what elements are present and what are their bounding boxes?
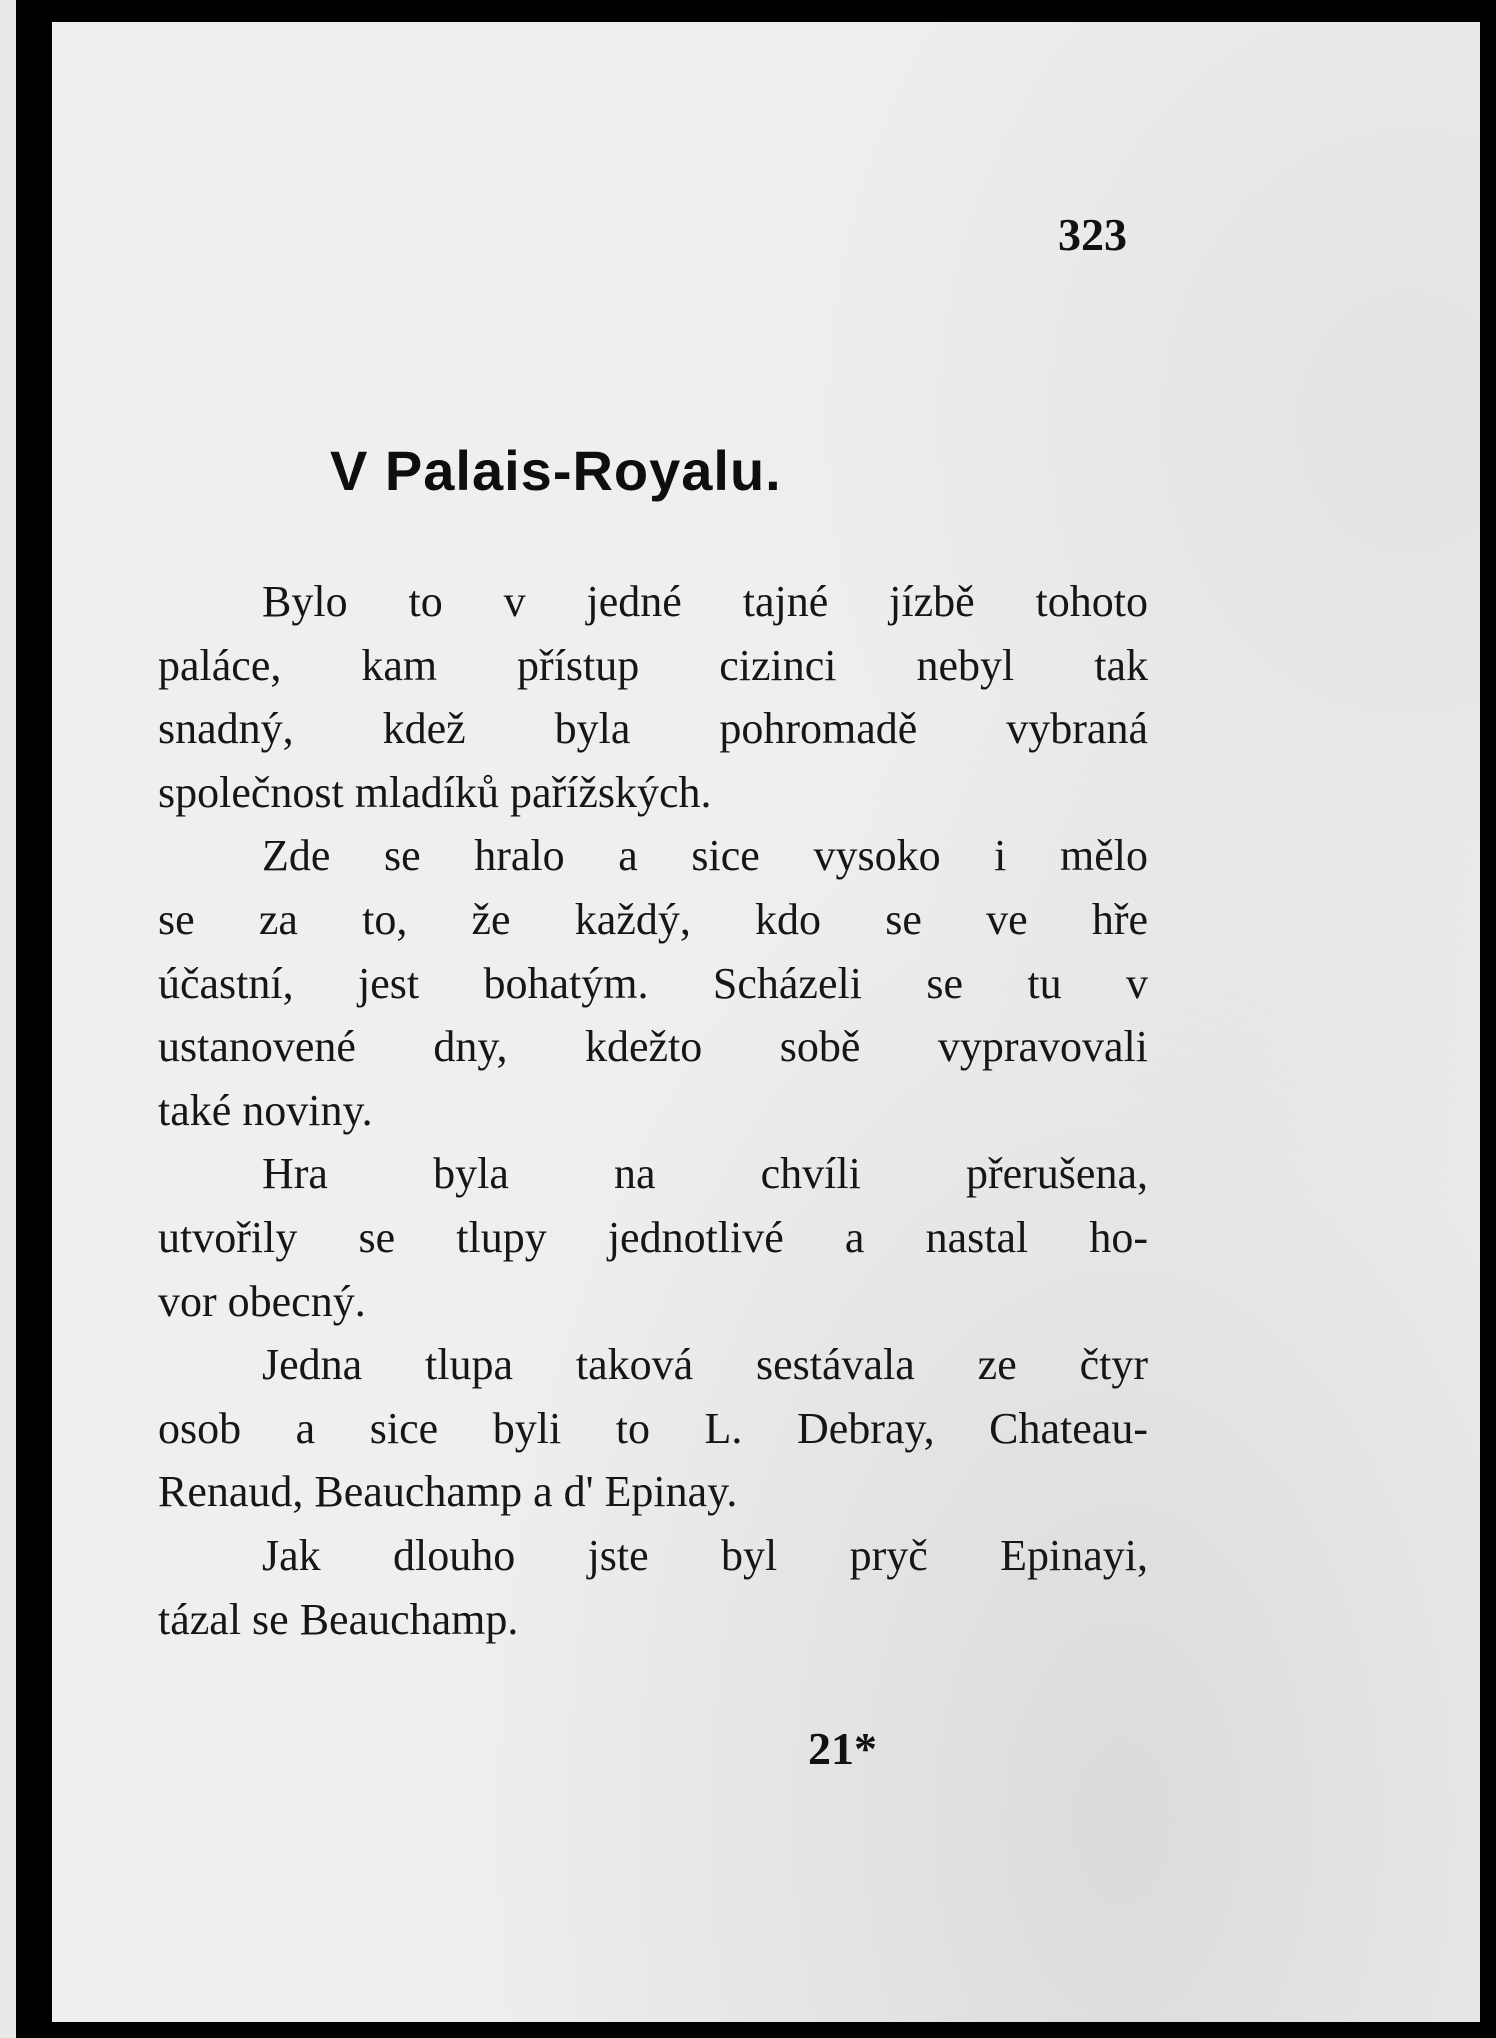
text-line: snadný, kdež byla pohromadě vybraná — [158, 704, 1148, 754]
text-line: paláce, kam přístup cizinci nebyl tak — [158, 640, 1148, 690]
text-line: se za to, že každý, kdo se ve hře — [158, 894, 1148, 944]
text-line: Jak dlouho jste byl pryč Epinayi, — [262, 1530, 1148, 1580]
body-text — [158, 570, 1148, 1651]
text-line: Jedna tlupa taková sestávala ze čtyr — [262, 1340, 1148, 1390]
text-line: osob a sice byli to L. Debray, Chateau- — [158, 1403, 1148, 1453]
left-page-edge — [0, 0, 16, 2038]
signature-mark: 21* — [808, 1723, 877, 1774]
text-line: Zde se hralo a sice vysoko i mělo — [262, 831, 1148, 881]
text-line: tázal se Beauchamp. — [158, 1594, 519, 1644]
text-line: Hra byla na chvíli přerušena, — [262, 1149, 1148, 1199]
text-line: utvořily se tlupy jednotlivé a nastal ho- — [158, 1212, 1148, 1262]
text-line: vor obecný. — [158, 1276, 366, 1326]
text-line: Renaud, Beauchamp a d' Epinay. — [158, 1467, 738, 1517]
text-line: účastní, jest bohatým. Scházeli se tu v — [158, 958, 1148, 1008]
text-line: Bylo to v jedné tajné jízbě tohoto — [262, 577, 1148, 626]
page-number: 323 — [1058, 209, 1127, 260]
chapter-heading: V Palais-Royalu. — [330, 439, 782, 502]
text-line: společnost mladíků pařížských. — [158, 767, 712, 817]
text-line: také noviny. — [158, 1085, 373, 1135]
text-line: ustanovené dny, kdežto sobě vypravovali — [158, 1022, 1148, 1072]
